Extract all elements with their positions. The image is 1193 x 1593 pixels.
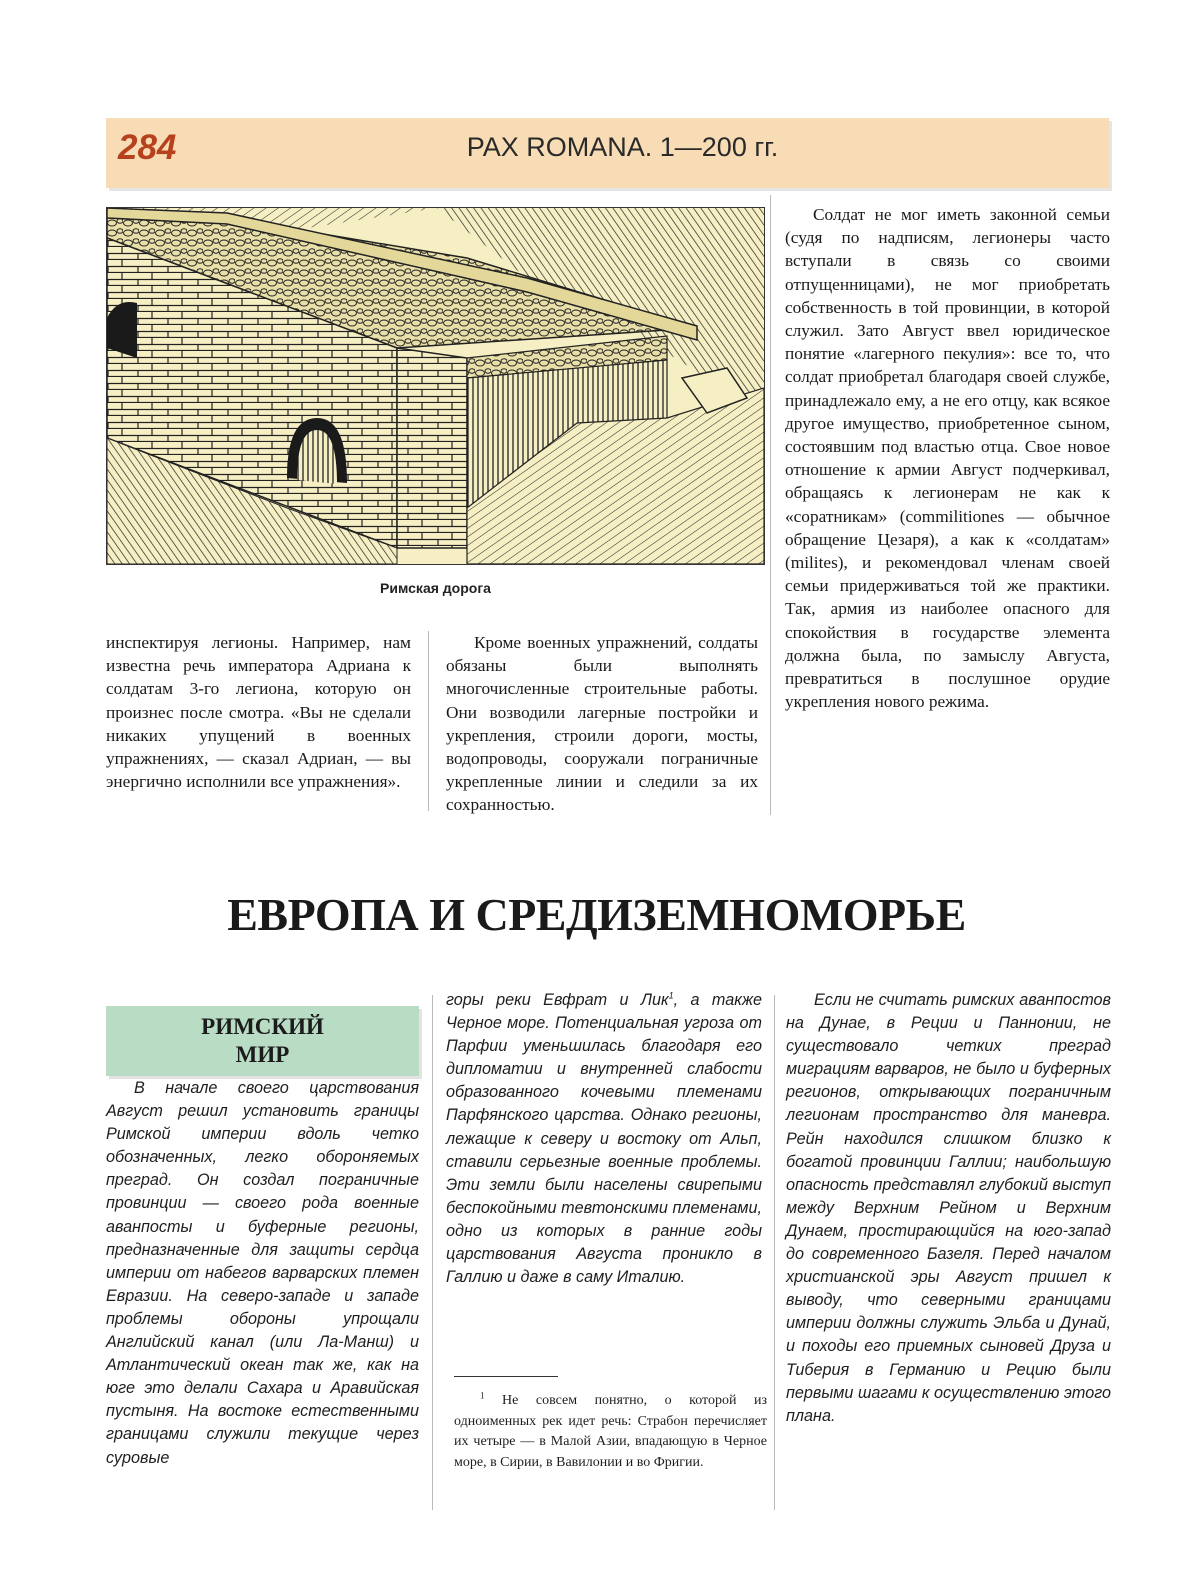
paragraph: Солдат не мог иметь законной семьи (судя по надписям, легионеры часто вступали в связь со своими отпущенницами), не мог приобретать собственность в той провинции, в которой служил. Зато Август ввел юридическое понятие «лагерного пекулия»: все то, что солдат приобретал благодаря своей службе, принадлежало ему, а не его отцу, как всякое другое имущество, приобретенное сыном, состоявшим под властью отца. Свое новое отношение к армии Август подчеркивал, обращаясь к легионерам не как к «соратникам» (commilitiones — обычное обращение Цезаря), а как к «солдатам» (milites), и рекомендовал членам своей семьи придерживаться той же практики. Так, армия из наиболее опасного для спокойствия в государстве элемента должна была, по замыслу Августа, превратиться в послушное орудие укрепления нового режима. <box>785 205 1110 712</box>
top-column-2 <box>446 631 758 817</box>
subhead-line-2: МИР <box>235 1042 290 1067</box>
subhead-line-1: РИМСКИЙ <box>201 1014 324 1039</box>
paragraph: В начале своего царствования Август решил установить границы Римской империи вдоль четко обозначенных, легко обороняемых преград. Он создал пограничные провинции — своего рода военные аванпосты и буферные регионы, предназначенные для защиты сердца империи от набегов варварских племен Евразии. На северо-западе и западе проблемы обороны упрощали Английский канал (или Ла-Манш) и Атлантический океан так же, как на юге это делали Сахара и Аравийская пустыня. На востоке естественными границами служили текущие через суровые <box>106 1079 419 1467</box>
paragraph <box>446 989 762 1289</box>
paragraph: Кроме военных упражнений, солдаты обязаны были выполнять многочисленные строительные работы. Они возводили лагерные постройки и укрепления, строили дороги, мосты, водопроводы, сооружали пограничные укрепленные линии и следили за их сохранностью. <box>446 633 758 815</box>
section-column-1 <box>106 1077 419 1470</box>
footnote-text <box>454 1391 767 1473</box>
top-column-1 <box>106 631 411 793</box>
figure-caption: Римская дорога <box>380 580 491 596</box>
footnote-rule <box>454 1376 558 1377</box>
roman-road-illustration <box>106 207 765 565</box>
footnote <box>454 1391 767 1473</box>
page-number: 284 <box>118 128 177 167</box>
paragraph-text: горы реки Евфрат и Лик <box>446 991 669 1009</box>
subhead-box <box>106 1006 419 1076</box>
paragraph: Если не считать римских аванпостов на Дунае, в Реции и Паннонии, не существовало четких преград миграциям варваров, не было и буферных регионов, открывающих пограничным легионам пространство для маневра. Рейн находился слишком близко к богатой провинции Галлии; наибольшую опасность представлял глубокий выступ между Верхним Рейном и Верхним Дунаем, простирающийся на юго-запад до современного Базеля. Перед началом христианской эры Август пришел к выводу, что северными границами империи должны служить Эльба и Дунай, и походы его приемных сыновей Друза и Тиберия в Германию и Рецию были первыми шагами к осуществлению этого плана. <box>786 991 1111 1425</box>
column-divider <box>774 995 775 1510</box>
column-divider <box>432 995 433 1510</box>
footnote-marker: 1 <box>668 990 674 1001</box>
paragraph: инспектируя легионы. Например, нам известна речь императора Адриана к солдатам 3-го легиона, которую он произнес после смотра. «Вы не сделали никаких упущений в военных упражнениях, — сказал Адриан, — вы энергично исполнили все упражнения». <box>106 633 411 792</box>
footnote-body: Не совсем понятно, о которой из одноименных рек идет речь: Страбон перечисляет их четыре — в Малой Азии, впадающую в Черное море, в Сирии, в Вавилонии и во Фригии. <box>454 1393 767 1470</box>
paragraph-text: , а также Черное море. Потенциальная угроза от Парфии уменьшилась благодаря его дипломатии и внутренней слабости образованного кочевыми племенами Парфянского царства. Однако регионы, лежащие к северу и востоку от Альп, ставили серьезные военные проблемы. Эти земли были населены свирепыми беспокойными тевтонскими племенами, одно из которых в ранние годы царствования Августа проникло в Галлию и даже в саму Италию. <box>446 991 762 1287</box>
section-column-2 <box>446 989 762 1289</box>
section-title: ЕВРОПА И СРЕДИЗЕМНОМОРЬЕ <box>227 889 966 940</box>
column-divider <box>770 195 771 815</box>
top-column-3 <box>785 203 1110 713</box>
column-divider <box>428 631 429 811</box>
running-head: PAX ROMANA. 1—200 гг. <box>466 132 779 162</box>
page-header <box>106 118 1109 188</box>
footnote-marker: 1 <box>480 1390 485 1401</box>
section-column-3 <box>786 989 1111 1428</box>
